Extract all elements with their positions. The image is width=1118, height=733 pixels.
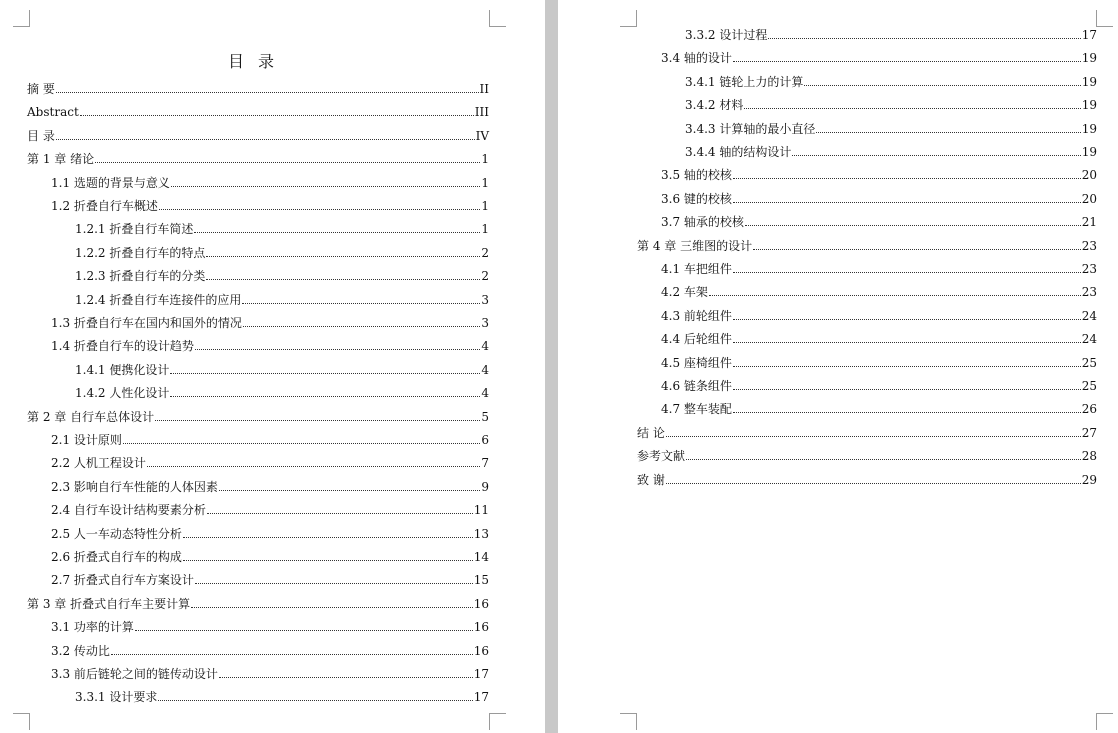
toc-page-number: 28 <box>1081 449 1097 464</box>
toc-dot-leader <box>135 630 473 631</box>
toc-entry[interactable] <box>51 573 489 587</box>
toc-entry-label: 2.2 人机工程设计 <box>51 456 146 471</box>
page-gutter <box>545 0 558 733</box>
page-corner-mark <box>1096 713 1113 730</box>
toc-entry[interactable] <box>51 480 489 494</box>
toc-entry[interactable] <box>51 550 489 564</box>
toc-entry-label: 参考文献 <box>637 449 686 464</box>
toc-entry-label: 3.1 功率的计算 <box>51 620 134 635</box>
toc-dot-leader <box>195 583 473 584</box>
toc-entry[interactable] <box>51 316 489 330</box>
toc-dot-leader <box>709 295 1081 296</box>
toc-entry-label: 4.5 座椅组件 <box>661 355 732 370</box>
toc-dot-leader <box>206 256 480 257</box>
toc-dot-leader <box>170 396 480 397</box>
toc-page-number: 4 <box>481 386 489 401</box>
toc-page-number: 19 <box>1081 74 1097 89</box>
toc-dot-leader <box>768 38 1080 39</box>
toc-entry[interactable] <box>27 105 489 119</box>
toc-entry[interactable] <box>637 239 1097 253</box>
toc-entry-label: 3.4.4 轴的结构设计 <box>685 145 792 159</box>
toc-page-number: 19 <box>1081 98 1097 113</box>
toc-entry[interactable] <box>27 152 489 166</box>
toc-entry[interactable] <box>27 410 489 424</box>
document-page-left <box>0 0 545 733</box>
toc-entry[interactable] <box>661 356 1097 370</box>
toc-dot-leader <box>170 373 480 374</box>
toc-page-number: 15 <box>473 573 489 588</box>
toc-entry-label: 3.4.1 链轮上力的计算 <box>685 74 804 89</box>
toc-page-number: 23 <box>1081 285 1097 300</box>
toc-page-number: 19 <box>1081 51 1097 66</box>
toc-entry-label: 结 论 <box>637 425 665 440</box>
toc-entry[interactable] <box>27 82 489 96</box>
toc-page-number: 26 <box>1081 402 1097 417</box>
toc-entry[interactable] <box>685 98 1097 112</box>
toc-entry[interactable] <box>75 269 489 283</box>
toc-entry-label: 1.2 折叠自行车概述 <box>51 199 158 213</box>
toc-page-number: 6 <box>481 433 489 447</box>
page-corner-mark <box>489 10 506 27</box>
toc-entry-label: 4.6 链条组件 <box>661 379 732 393</box>
toc-page-number: 23 <box>1081 238 1097 253</box>
toc-page-number: II <box>479 82 489 96</box>
toc-dot-leader <box>194 232 480 233</box>
toc-page-number: 1 <box>481 199 489 213</box>
toc-dot-leader <box>219 677 473 678</box>
toc-entry-label: 3.3.1 设计要求 <box>75 690 158 705</box>
toc-entry-label: 3.4.2 材料 <box>685 98 744 113</box>
toc-page-number: 1 <box>481 152 489 167</box>
page-corner-mark <box>13 10 30 27</box>
toc-page-number: 14 <box>473 550 489 564</box>
toc-entry[interactable] <box>637 426 1097 440</box>
toc-entry[interactable] <box>661 332 1097 346</box>
toc-dot-leader <box>733 61 1081 62</box>
toc-dot-leader <box>753 249 1081 250</box>
toc-entry[interactable] <box>661 192 1097 206</box>
toc-page-number: 7 <box>481 456 489 471</box>
page-corner-mark <box>620 10 637 27</box>
toc-entry-label: 3.6 键的校核 <box>661 191 732 206</box>
toc-dot-leader <box>147 466 480 467</box>
toc-entry[interactable] <box>685 75 1097 89</box>
toc-entry-label: 3.3.2 设计过程 <box>685 28 768 42</box>
toc-entry-label: 3.4 轴的设计 <box>661 51 732 66</box>
toc-page-number: 1 <box>481 222 489 237</box>
toc-entry-label: 1.2.3 折叠自行车的分类 <box>75 269 206 284</box>
page-corner-mark <box>13 713 30 730</box>
toc-entry-label: 4.7 整车装配 <box>661 402 732 417</box>
toc-dot-leader <box>207 513 473 514</box>
toc-page-number: 27 <box>1081 425 1097 440</box>
toc-entry[interactable] <box>75 293 489 307</box>
toc-page-number: 13 <box>473 526 489 541</box>
toc-dot-leader <box>733 272 1081 273</box>
page-corner-mark <box>620 713 637 730</box>
toc-page-number: 4 <box>481 362 489 377</box>
toc-entry-label: 3.3 前后链轮之间的链传动设计 <box>51 667 218 681</box>
toc-dot-leader <box>686 459 1081 460</box>
toc-dot-leader <box>206 279 480 280</box>
toc-dot-leader <box>666 483 1081 484</box>
toc-entry-label: 1.3 折叠自行车在国内和国外的情况 <box>51 316 242 330</box>
toc-dot-leader <box>733 342 1081 343</box>
toc-entry-label: 致 谢 <box>637 472 665 487</box>
toc-entry[interactable] <box>637 449 1097 463</box>
toc-page-number: 24 <box>1081 308 1097 323</box>
toc-entry[interactable] <box>661 262 1097 276</box>
toc-entry-label: 2.4 自行车设计结构要素分析 <box>51 503 206 518</box>
toc-page-number: 23 <box>1081 262 1097 276</box>
toc-dot-leader <box>111 654 473 655</box>
toc-page-number: 24 <box>1081 332 1097 347</box>
toc-page-number: III <box>474 105 489 120</box>
toc-page-number: 25 <box>1081 355 1097 370</box>
toc-entry[interactable] <box>27 597 489 611</box>
toc-dot-leader <box>191 607 473 608</box>
toc-entry[interactable] <box>75 222 489 236</box>
toc-entry[interactable] <box>75 690 489 704</box>
toc-page-number: 2 <box>481 269 489 284</box>
toc-entry-label: 目 录 <box>27 128 55 143</box>
toc-dot-leader <box>242 303 480 304</box>
toc-dot-leader <box>792 155 1080 156</box>
toc-entry-label: 第 2 章 自行车总体设计 <box>27 409 155 424</box>
toc-entry-label: 1.2.4 折叠自行车连接件的应用 <box>75 292 242 307</box>
toc-dot-leader <box>733 319 1081 320</box>
toc-entry-label: Abstract <box>27 105 79 120</box>
toc-entry-label: 1.4.2 人性化设计 <box>75 386 170 401</box>
toc-entry[interactable] <box>75 363 489 377</box>
toc-entry[interactable] <box>51 339 489 353</box>
toc-page-number: 16 <box>473 620 489 635</box>
toc-dot-leader <box>816 132 1080 133</box>
toc-title: 目录 <box>227 51 288 71</box>
toc-dot-leader <box>804 85 1080 86</box>
toc-page-number: 20 <box>1081 191 1097 206</box>
toc-dot-leader <box>733 366 1081 367</box>
toc-entry-label: 3.2 传动比 <box>51 643 110 658</box>
toc-page-number: 17 <box>473 667 489 681</box>
toc-entry[interactable] <box>685 28 1097 42</box>
toc-dot-leader <box>243 326 480 327</box>
page-corner-mark <box>489 713 506 730</box>
page-corner-mark <box>1096 10 1113 27</box>
toc-entry-label: 3.7 轴承的校核 <box>661 215 744 230</box>
toc-dot-leader <box>123 443 480 444</box>
toc-entry[interactable] <box>51 503 489 517</box>
toc-page-number: 20 <box>1081 168 1097 183</box>
toc-dot-leader <box>666 436 1081 437</box>
toc-entry[interactable] <box>51 176 489 190</box>
toc-page-number: 4 <box>481 339 489 354</box>
toc-entry[interactable] <box>661 379 1097 393</box>
toc-dot-leader <box>155 420 480 421</box>
toc-dot-leader <box>733 178 1081 179</box>
toc-entry-label: 1.1 选题的背景与意义 <box>51 175 170 190</box>
toc-dot-leader <box>195 349 480 350</box>
toc-dot-leader <box>95 162 480 163</box>
toc-page-number: 17 <box>473 690 489 705</box>
toc-dot-leader <box>733 202 1081 203</box>
toc-page-number: 5 <box>481 409 489 424</box>
toc-page-number: 19 <box>1081 121 1097 136</box>
toc-entry[interactable] <box>661 402 1097 416</box>
toc-dot-leader <box>158 700 472 701</box>
toc-entry[interactable] <box>51 199 489 213</box>
toc-entry[interactable] <box>661 215 1097 229</box>
toc-entry[interactable] <box>75 246 489 260</box>
toc-entry-label: 3.5 轴的校核 <box>661 168 732 183</box>
toc-dot-leader <box>56 92 479 93</box>
toc-page-number: 29 <box>1081 472 1097 487</box>
toc-page-number: 2 <box>481 245 489 260</box>
toc-dot-leader <box>183 537 473 538</box>
toc-dot-leader <box>183 560 473 561</box>
toc-entry-label: 1.4.1 便携化设计 <box>75 362 170 377</box>
toc-dot-leader <box>744 108 1080 109</box>
toc-dot-leader <box>56 139 475 140</box>
toc-entry-label: 4.4 后轮组件 <box>661 332 732 347</box>
toc-page-number: 16 <box>473 596 489 611</box>
toc-entry-label: 1.4 折叠自行车的设计趋势 <box>51 339 194 354</box>
toc-page-number: 9 <box>481 479 489 494</box>
toc-entry[interactable] <box>75 386 489 400</box>
toc-entry-label: 4.2 车架 <box>661 285 708 300</box>
toc-entry-label: 2.3 影响自行车性能的人体因素 <box>51 479 218 494</box>
toc-entry-label: 1.2.2 折叠自行车的特点 <box>75 245 206 260</box>
toc-entry[interactable] <box>685 122 1097 136</box>
toc-entry-label: 摘 要 <box>27 82 55 96</box>
toc-entry-label: 2.6 折叠式自行车的构成 <box>51 550 182 564</box>
toc-page-number: 1 <box>481 175 489 190</box>
toc-entry[interactable] <box>51 433 489 447</box>
toc-dot-leader <box>171 186 480 187</box>
toc-entry-label: 4.3 前轮组件 <box>661 308 732 323</box>
toc-page-number: 11 <box>473 503 489 518</box>
toc-entry-label: 4.1 车把组件 <box>661 262 732 276</box>
toc-entry[interactable] <box>51 527 489 541</box>
toc-dot-leader <box>159 209 480 210</box>
toc-dot-leader <box>745 225 1081 226</box>
toc-entry[interactable] <box>661 51 1097 65</box>
toc-entry-label: 第 4 章 三维图的设计 <box>637 238 753 253</box>
document-page-right <box>558 0 1118 733</box>
toc-entry-label: 3.4.3 计算轴的最小直径 <box>685 121 816 136</box>
toc-entry[interactable] <box>51 667 489 681</box>
toc-entry-label: 第 3 章 折叠式自行车主要计算 <box>27 596 191 611</box>
toc-entry[interactable] <box>661 309 1097 323</box>
toc-entry[interactable] <box>51 620 489 634</box>
toc-page-number: 17 <box>1081 28 1097 42</box>
toc-dot-leader <box>733 412 1081 413</box>
toc-entry-label: 1.2.1 折叠自行车简述 <box>75 222 194 237</box>
toc-entry-label: 2.7 折叠式自行车方案设计 <box>51 573 194 588</box>
toc-dot-leader <box>733 389 1081 390</box>
toc-entry[interactable] <box>685 145 1097 159</box>
toc-entry-label: 2.5 人一车动态特性分析 <box>51 526 182 541</box>
toc-entry-label: 第 1 章 绪论 <box>27 152 95 167</box>
toc-entry[interactable] <box>51 644 489 658</box>
toc-entry[interactable] <box>27 129 489 143</box>
toc-page-number: 3 <box>481 292 489 307</box>
toc-entry-label: 2.1 设计原则 <box>51 433 122 447</box>
toc-page-number: 25 <box>1081 379 1097 393</box>
toc-page-number: 3 <box>481 316 489 330</box>
toc-page-number: 16 <box>473 643 489 658</box>
toc-dot-leader <box>219 490 480 491</box>
toc-page-number: 21 <box>1081 215 1097 230</box>
toc-dot-leader <box>80 115 474 116</box>
toc-page-number: IV <box>475 128 489 143</box>
toc-page-number: 19 <box>1081 145 1097 159</box>
toc-entry[interactable] <box>637 473 1097 487</box>
toc-entry[interactable] <box>661 285 1097 299</box>
toc-entry[interactable] <box>661 168 1097 182</box>
toc-entry[interactable] <box>51 456 489 470</box>
